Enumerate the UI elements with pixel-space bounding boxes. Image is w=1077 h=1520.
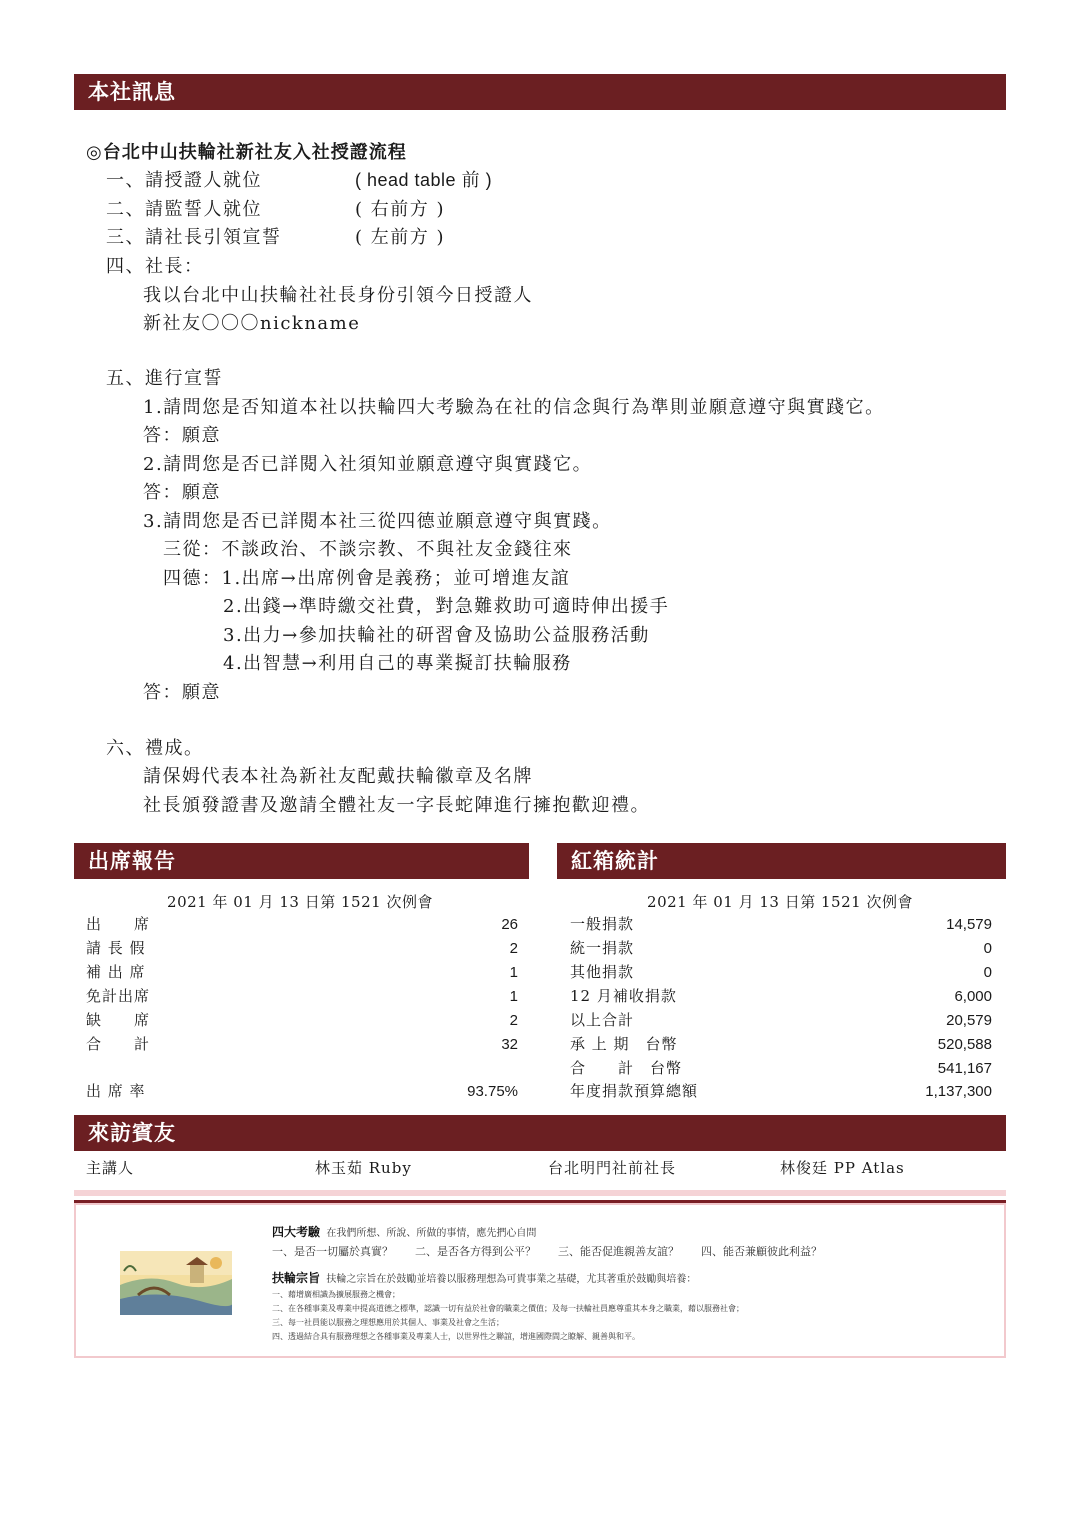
step5-label: 五、進行宣誓 — [106, 368, 223, 389]
row-value: 2 — [509, 1012, 518, 1029]
redbox-row — [570, 1057, 992, 1080]
section-header-redbox: 紅箱統計 — [557, 843, 1006, 879]
object-item-3: 三、每一社員能以服務之理想應用於其個人、事業及社會之生活； — [272, 1318, 504, 1327]
row-label: 免計出席 — [86, 987, 151, 1005]
row-label: 出 席 — [86, 915, 151, 933]
row-value: 6,000 — [954, 988, 992, 1005]
step3-position: ( 左前方 ) — [355, 227, 445, 248]
object-item-4: 四、透過結合具有服務理想之各種事業及專業人士，以世界性之聯誼，增進國際間之瞭解、親善與和平。 — [272, 1332, 640, 1341]
rate-value: 93.75% — [467, 1083, 518, 1100]
section-header-news: 本社訊息 — [74, 74, 1006, 110]
row-label: 統一捐款 — [570, 939, 635, 957]
row-value: 0 — [983, 964, 992, 981]
divider — [74, 1190, 1006, 1196]
row-value: 20,579 — [946, 1012, 992, 1029]
step1-position: ( head table 前 ) — [355, 170, 493, 190]
step2-position: ( 右前方 ) — [355, 199, 445, 220]
row-label: 合 計 台幣 — [570, 1059, 683, 1077]
step1-label: 一、請授證人就位 — [106, 170, 262, 191]
visitor-name-2: 林俊廷 PP Atlas — [780, 1159, 905, 1177]
row-value: 1 — [509, 988, 518, 1005]
visitor-name-1: 林玉茹 Ruby — [315, 1159, 412, 1177]
row-value: 1 — [509, 964, 518, 981]
step2-label: 二、請監誓人就位 — [106, 199, 262, 220]
section-header-visitors: 來訪賓友 — [74, 1115, 1006, 1151]
four-virtues-2: 2.出錢→準時繳交社費，對急難救助可適時伸出援手 — [223, 596, 670, 617]
redbox-row — [570, 1009, 992, 1032]
step4-label: 四、社長： — [106, 256, 204, 277]
answer-1: 答：願意 — [143, 425, 221, 446]
visitor-role-1: 主講人 — [86, 1159, 135, 1177]
step4-line2: 新社友〇〇〇nickname — [143, 313, 361, 334]
question-3: 3.請問您是否已詳閱本社三從四德並願意遵守與實踐。 — [143, 511, 612, 532]
rotary-footer-banner — [74, 1203, 1006, 1358]
attendance-row — [86, 985, 518, 1008]
step4-line1: 我以台北中山扶輪社社長身份引領今日授證人 — [143, 285, 533, 306]
row-label: 承 上 期 台幣 — [570, 1035, 678, 1053]
redbox-row — [570, 1080, 992, 1103]
four-way-test-title: 四大考驗 — [272, 1225, 321, 1239]
visitor-role-2: 台北明門社前社長 — [548, 1159, 677, 1177]
four-virtues-3: 3.出力→參加扶輪社的研習會及協助公益服務活動 — [223, 625, 650, 646]
attendance-rate-row — [86, 1080, 518, 1103]
three-follows: 三從：不談政治、不談宗教、不與社友金錢往來 — [163, 539, 573, 560]
row-value: 26 — [501, 916, 518, 933]
attendance-caption: 2021 年 01 月 13 日第 1521 次例會 — [167, 893, 433, 911]
answer-3: 答：願意 — [143, 682, 221, 703]
landscape-illustration — [120, 1251, 232, 1315]
attendance-row — [86, 1033, 518, 1056]
redbox-caption: 2021 年 01 月 13 日第 1521 次例會 — [647, 893, 913, 911]
step6-label: 六、禮成。 — [106, 738, 204, 759]
row-label: 12 月補收捐款 — [570, 987, 677, 1005]
question-1: 1.請問您是否知道本社以扶輪四大考驗為在社的信念與行為準則並願意遵守與實踐它。 — [143, 397, 885, 418]
four-virtues-1: 四德：1.出席→出席例會是義務；並可增進友誼 — [163, 568, 571, 589]
object-title: 扶輪宗旨 — [272, 1271, 321, 1285]
rate-label: 出 席 率 — [86, 1082, 146, 1100]
step3-label: 三、請社長引領宣誓 — [106, 227, 282, 248]
section-header-attendance: 出席報告 — [74, 843, 529, 879]
row-value: 14,579 — [946, 916, 992, 933]
row-value: 0 — [983, 940, 992, 957]
four-way-test-items: 一、是否一切屬於真實？ 二、是否各方得到公平？ 三、能否促進親善友誼？ 四、能否兼顧彼此利益？ — [272, 1245, 822, 1258]
object-item-1: 一、藉增廣相識為擴展服務之機會； — [272, 1290, 400, 1299]
redbox-row — [570, 985, 992, 1008]
row-value: 520,588 — [937, 1036, 992, 1053]
row-label: 請 長 假 — [86, 939, 146, 957]
row-value: 32 — [501, 1036, 518, 1053]
redbox-row — [570, 961, 992, 984]
four-way-test-line — [272, 1223, 536, 1240]
step6-line1: 請保姆代表本社為新社友配戴扶輪徽章及名牌 — [143, 766, 533, 787]
redbox-row — [570, 913, 992, 936]
object-item-2: 二、在各種事業及專業中提高道德之標準，認識一切有益於社會的職業之價值；及每一扶輪社員應尊重其本身之職業，藉以服務社會； — [272, 1304, 744, 1313]
row-label: 合 計 — [86, 1035, 151, 1053]
answer-2: 答：願意 — [143, 482, 221, 503]
row-label: 以上合計 — [570, 1011, 635, 1029]
row-label: 缺 席 — [86, 1011, 151, 1029]
four-way-test-intro: 在我們所想、所說、所做的事情，應先捫心自問 — [326, 1228, 537, 1239]
question-2: 2.請問您是否已詳閱入社須知並願意遵守與實踐它。 — [143, 454, 593, 475]
attendance-row — [86, 961, 518, 984]
row-label: 其他捐款 — [570, 963, 635, 981]
attendance-row — [86, 913, 518, 936]
object-intro: 扶輪之宗旨在於鼓勵並培養以服務理想為可貴事業之基礎，尤其著重於鼓勵與培養： — [326, 1274, 697, 1285]
row-value: 1,137,300 — [925, 1083, 992, 1100]
row-label: 一般捐款 — [570, 915, 635, 933]
step6-line2: 社長頒發證書及邀請全體社友一字長蛇陣進行擁抱歡迎禮。 — [143, 795, 650, 816]
four-virtues-4: 4.出智慧→利用自己的專業擬訂扶輪服務 — [223, 653, 572, 674]
redbox-row — [570, 1033, 992, 1056]
row-value: 541,167 — [937, 1060, 992, 1077]
ceremony-heading: ◎台北中山扶輪社新社友入社授證流程 — [86, 142, 407, 163]
row-label: 年度捐款預算總額 — [570, 1082, 699, 1100]
redbox-row — [570, 937, 992, 960]
attendance-row — [86, 1009, 518, 1032]
row-label: 補 出 席 — [86, 963, 146, 981]
object-of-rotary-line — [272, 1269, 696, 1286]
row-value: 2 — [509, 940, 518, 957]
attendance-row — [86, 937, 518, 960]
